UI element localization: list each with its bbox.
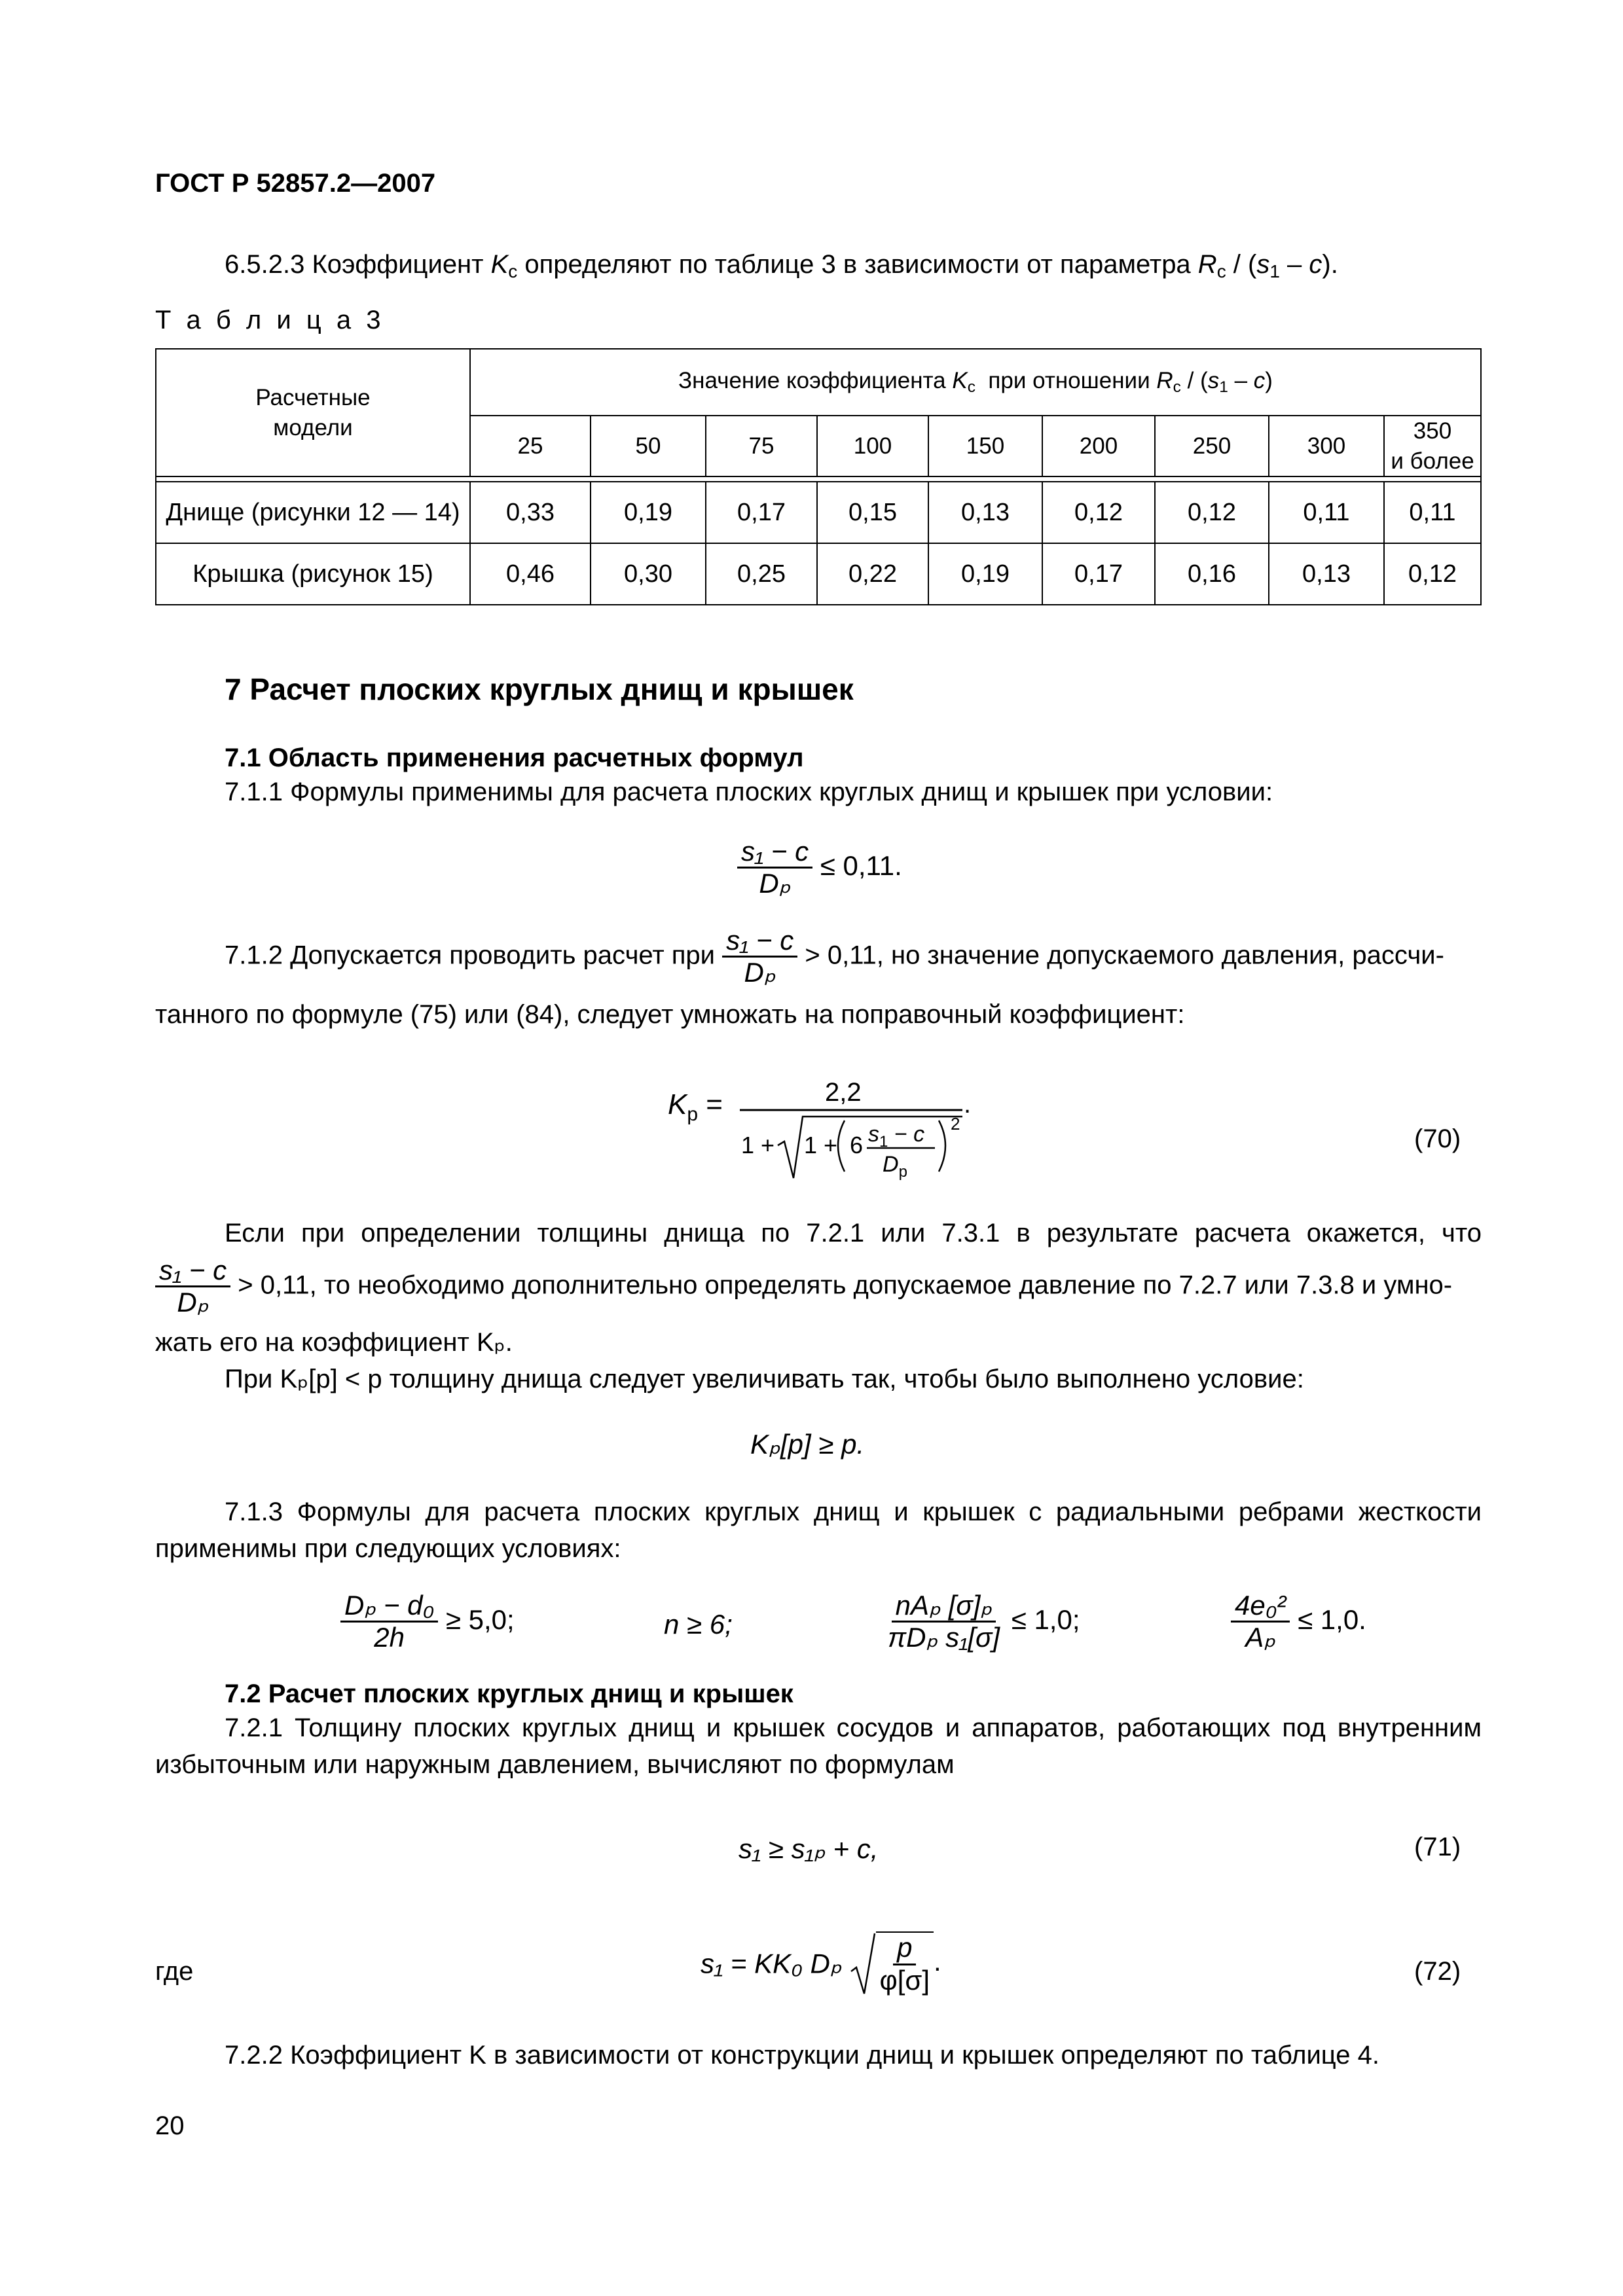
inner-numerator: $s_1 - c$ <box>868 1122 925 1151</box>
ratio-cell: 50 <box>591 416 706 476</box>
value-cell: 0,22 <box>817 543 928 605</box>
paragraph-6-5-2-3: 6.5.2.3 Коэффициент $K_c$ определяют по таблице 3 в зависимости от параметра $R_c / (s_1 - c)$. <box>225 250 1338 281</box>
paragraph-7-1-2-cont: танного по формуле (75) или (84), следует умножать на поправочный коэффициент: <box>155 1000 1185 1029</box>
where-label: где <box>155 1957 194 1986</box>
paragraph-7-2-1-cont: избыточным или наружным давлением, вычисляют по формулам <box>155 1750 955 1779</box>
value-cell: 0,11 <box>1269 482 1384 543</box>
formula-72-number: (72) <box>1414 1957 1461 1986</box>
row-model: Днище (рисунки 12 — 14) <box>156 482 470 543</box>
value-cell: 0,30 <box>591 543 706 605</box>
paragraph-if-c: жать его на коэффициент Kₚ. <box>155 1328 513 1357</box>
ratio-cell: 150 <box>928 416 1042 476</box>
paragraph-kp: При Kₚ[p] < p толщину днища следует увеличивать так, чтобы было выполнено условие: <box>225 1365 1304 1393</box>
value-cell: 0,19 <box>591 482 706 543</box>
value-cell: 0,12 <box>1384 543 1481 605</box>
subsection-7-1-title: 7.1 Область применения расчетных формул <box>225 744 804 772</box>
table-row <box>156 482 1481 543</box>
value-cell: 0,12 <box>1155 482 1269 543</box>
paragraph-if-a: Если при определении толщины днища по 7.2.1 или 7.3.1 в результате расчета окажется, что <box>225 1219 1482 1247</box>
paragraph-7-1-1: 7.1.1 Формулы применимы для расчета плоских круглых днищ и крышек при условии: <box>225 778 1273 806</box>
page-number: 20 <box>155 2111 185 2140</box>
value-cell: 0,12 <box>1042 482 1155 543</box>
right-paren <box>939 1121 945 1172</box>
paragraph-7-2-2: 7.2.2 Коэффициент K в зависимости от конструкции днищ и крышек определяют по таблице 4. <box>225 2041 1379 2070</box>
ratio-cell: 25 <box>470 416 591 476</box>
formula-70-six: 6 <box>850 1132 864 1158</box>
ratio-cell: 250 <box>1155 416 1269 476</box>
formula-70-number: (70) <box>1414 1124 1461 1153</box>
value-cell: 0,17 <box>1042 543 1155 605</box>
formula-71: s₁ ≥ s₁ₚ + c, <box>739 1833 879 1864</box>
document-code: ГОСТ Р 52857.2—2007 <box>155 169 436 198</box>
value-cell: 0,16 <box>1155 543 1269 605</box>
header-value: Значение коэффициента $K_c$ при отношении $R_c / (s_1 - c)$ <box>470 349 1481 416</box>
formula-70-den-a: 1 + <box>741 1132 775 1158</box>
ratio-cell: 200 <box>1042 416 1155 476</box>
formula-70-den-b: 1 + <box>804 1132 838 1158</box>
formula-72: s₁ = KK₀ Dₚ $\frac{p}{\varphi[\sigma]}$ . <box>701 1931 941 1996</box>
paragraph-7-1-3-cont: применимы при следующих условиях: <box>155 1534 621 1563</box>
table-3 <box>155 348 1482 605</box>
condition-3: $\frac{\text{nAₚ [σ]ₚ}}{\text{πDₚ s₁[σ]}}$ ≤ 1,0; <box>888 1590 1080 1653</box>
subsection-7-2-title: 7.2 Расчет плоских круглых днищ и крышек <box>225 1679 793 1708</box>
value-cell: 0,13 <box>928 482 1042 543</box>
formula-70-numerator: 2,2 <box>825 1078 862 1107</box>
value-cell: 0,25 <box>706 543 817 605</box>
ratio-cell: 100 <box>817 416 928 476</box>
condition-1: $\frac{\text{Dₚ − d₀}}{2h}$ ≥ 5,0; <box>340 1590 515 1653</box>
formula-kp-condition: Kₚ[p] ≥ p. <box>750 1429 865 1460</box>
condition-4: $\frac{\text{4e₀²}}{\text{Aₚ}}$ ≤ 1,0. <box>1231 1590 1366 1653</box>
value-cell: 0,15 <box>817 482 928 543</box>
value-cell: 0,46 <box>470 543 591 605</box>
value-cell: 0,11 <box>1384 482 1481 543</box>
ratio-cell: 75 <box>706 416 817 476</box>
formula-70 <box>668 1073 1008 1211</box>
ratio-cell: 350 и более <box>1384 416 1481 476</box>
inner-denominator: $D_p$ <box>883 1152 907 1181</box>
header-model: Расчетные модели <box>156 349 470 476</box>
section-7-title: 7 Расчет плоских круглых днищ и крышек <box>225 672 854 706</box>
square-exponent: 2 <box>951 1114 960 1134</box>
ratio-cell: 300 <box>1269 416 1384 476</box>
formula-70-end: . <box>964 1090 972 1119</box>
formula-70-lhs: $K_p$ = <box>668 1088 723 1125</box>
formula-condition-7-1-1: $\frac{\text{s₁ − c}}{\text{Dₚ}}$ ≤ 0,11. <box>737 836 902 899</box>
value-cell: 0,17 <box>706 482 817 543</box>
row-model: Крышка (рисунок 15) <box>156 543 470 605</box>
value-cell: 0,33 <box>470 482 591 543</box>
paragraph-7-2-1: 7.2.1 Толщину плоских круглых днищ и крышек сосудов и аппаратов, работающих под внутренним <box>225 1713 1482 1742</box>
paragraph-if-b: $\frac{\text{s₁ − c}}{\text{Dₚ}}$ > 0,11, то необходимо дополнительно определять допускаемое давление по 7.2.7 или 7.3.8 и умно- <box>155 1255 1452 1318</box>
formula-71-number: (71) <box>1414 1833 1461 1861</box>
condition-2: n ≥ 6; <box>664 1609 733 1640</box>
value-cell: 0,13 <box>1269 543 1384 605</box>
left-paren <box>838 1121 845 1172</box>
paragraph-7-1-2: 7.1.2 Допускается проводить расчет при $\frac{\text{s₁ − c}}{\text{Dₚ}}$ > 0,11, но значение допускаемого давления, рассчи- <box>225 925 1444 988</box>
sqrt-sign <box>850 1931 876 1996</box>
value-cell: 0,19 <box>928 543 1042 605</box>
table-row <box>156 543 1481 605</box>
paragraph-7-1-3: 7.1.3 Формулы для расчета плоских круглых днищ и крышек с радиальными ребрами жесткости <box>225 1498 1482 1526</box>
table-caption: Т а б л и ц а 3 <box>155 306 385 334</box>
formula-70-graphic <box>668 1073 1008 1204</box>
